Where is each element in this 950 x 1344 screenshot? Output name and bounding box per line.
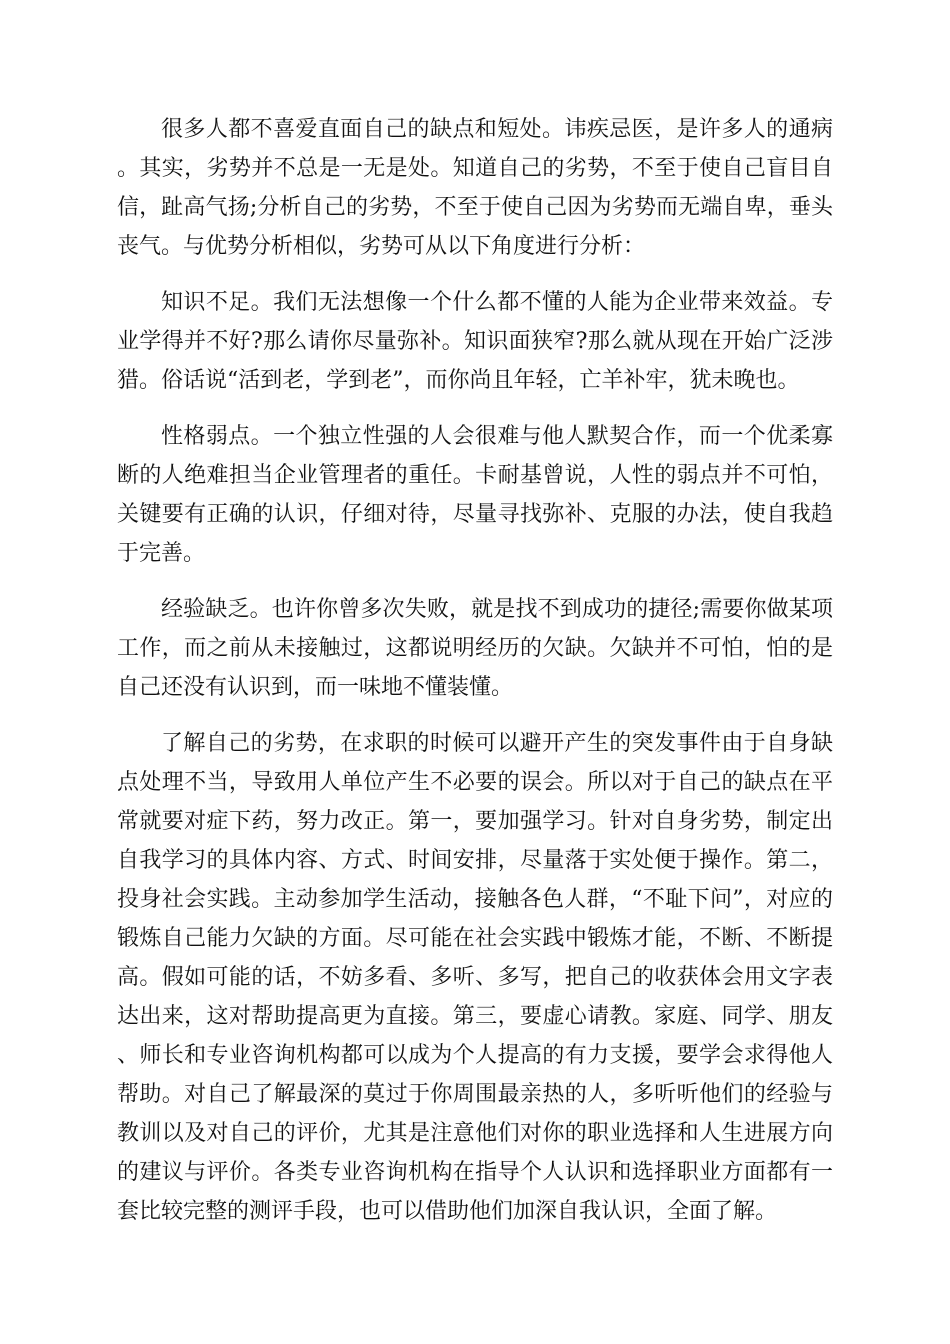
paragraph-knowledge: 知识不足。我们无法想像一个什么都不懂的人能为企业带来效益。专业学得并不好?那么请你尽量弥补。知识面狭窄?那么就从现在开始广泛涉猎。俗话说“活到老，学到老”，而你尚且年轻，亡羊补牢，犹未晚也。 bbox=[117, 290, 833, 393]
paragraph-personality: 性格弱点。一个独立性强的人会很难与他人默契合作，而一个优柔寡断的人绝难担当企业管理者的重任。卡耐基曾说，人性的弱点并不可怕，关键要有正确的认识，仔细对待，尽量寻找弥补、克服的办法，使自我趋于完善。 bbox=[117, 424, 833, 566]
paragraph-intro: 很多人都不喜爱直面自己的缺点和短处。讳疾忌医，是许多人的通病。其实，劣势并不总是一无是处。知道自己的劣势，不至于使自己盲目自信，趾高气扬;分析自己的劣势，不至于使自己因为劣势而无端自卑，垂头丧气。与优势分析相似，劣势可从以下角度进行分析： bbox=[117, 117, 833, 259]
paragraph-experience: 经验缺乏。也许你曾多次失败，就是找不到成功的捷径;需要你做某项工作，而之前从未接触过，这都说明经历的欠缺。欠缺并不可怕，怕的是自己还没有认识到，而一味地不懂装懂。 bbox=[117, 597, 833, 700]
paragraph-improvement: 了解自己的劣势，在求职的时候可以避开产生的突发事件由于自身缺点处理不当，导致用人单位产生不必要的误会。所以对于自己的缺点在平常就要对症下药，努力改正。第一，要加强学习。针对自身劣势，制定出自我学习的具体内容、方式、时间安排，尽量落于实处便于操作。第二，投身社会实践。主动参加学生活动，接触各色人群，“不耻下问”，对应的锻炼自己能力欠缺的方面。尽可能在社会实践中锻炼才能，不断、不断提高。假如可能的话，不妨多看、多听、多写，把自己的收获体会用文字表达出来，这对帮助提高更为直接。第三，要虚心请教。家庭、同学、朋友、师长和专业咨询机构都可以成为个人提高的有力支援，要学会求得他人帮助。对自己了解最深的莫过于你周围最亲热的人，多听听他们的经验与教训以及对自己的评价，尤其是注意他们对你的职业选择和人生进展方向的建议与评价。各类专业咨询机构在指导个人认识和选择职业方面都有一套比较完整的测评手段，也可以借助他们加深自我认识，全面了解。 bbox=[117, 731, 833, 1224]
document-body bbox=[117, 110, 833, 1248]
